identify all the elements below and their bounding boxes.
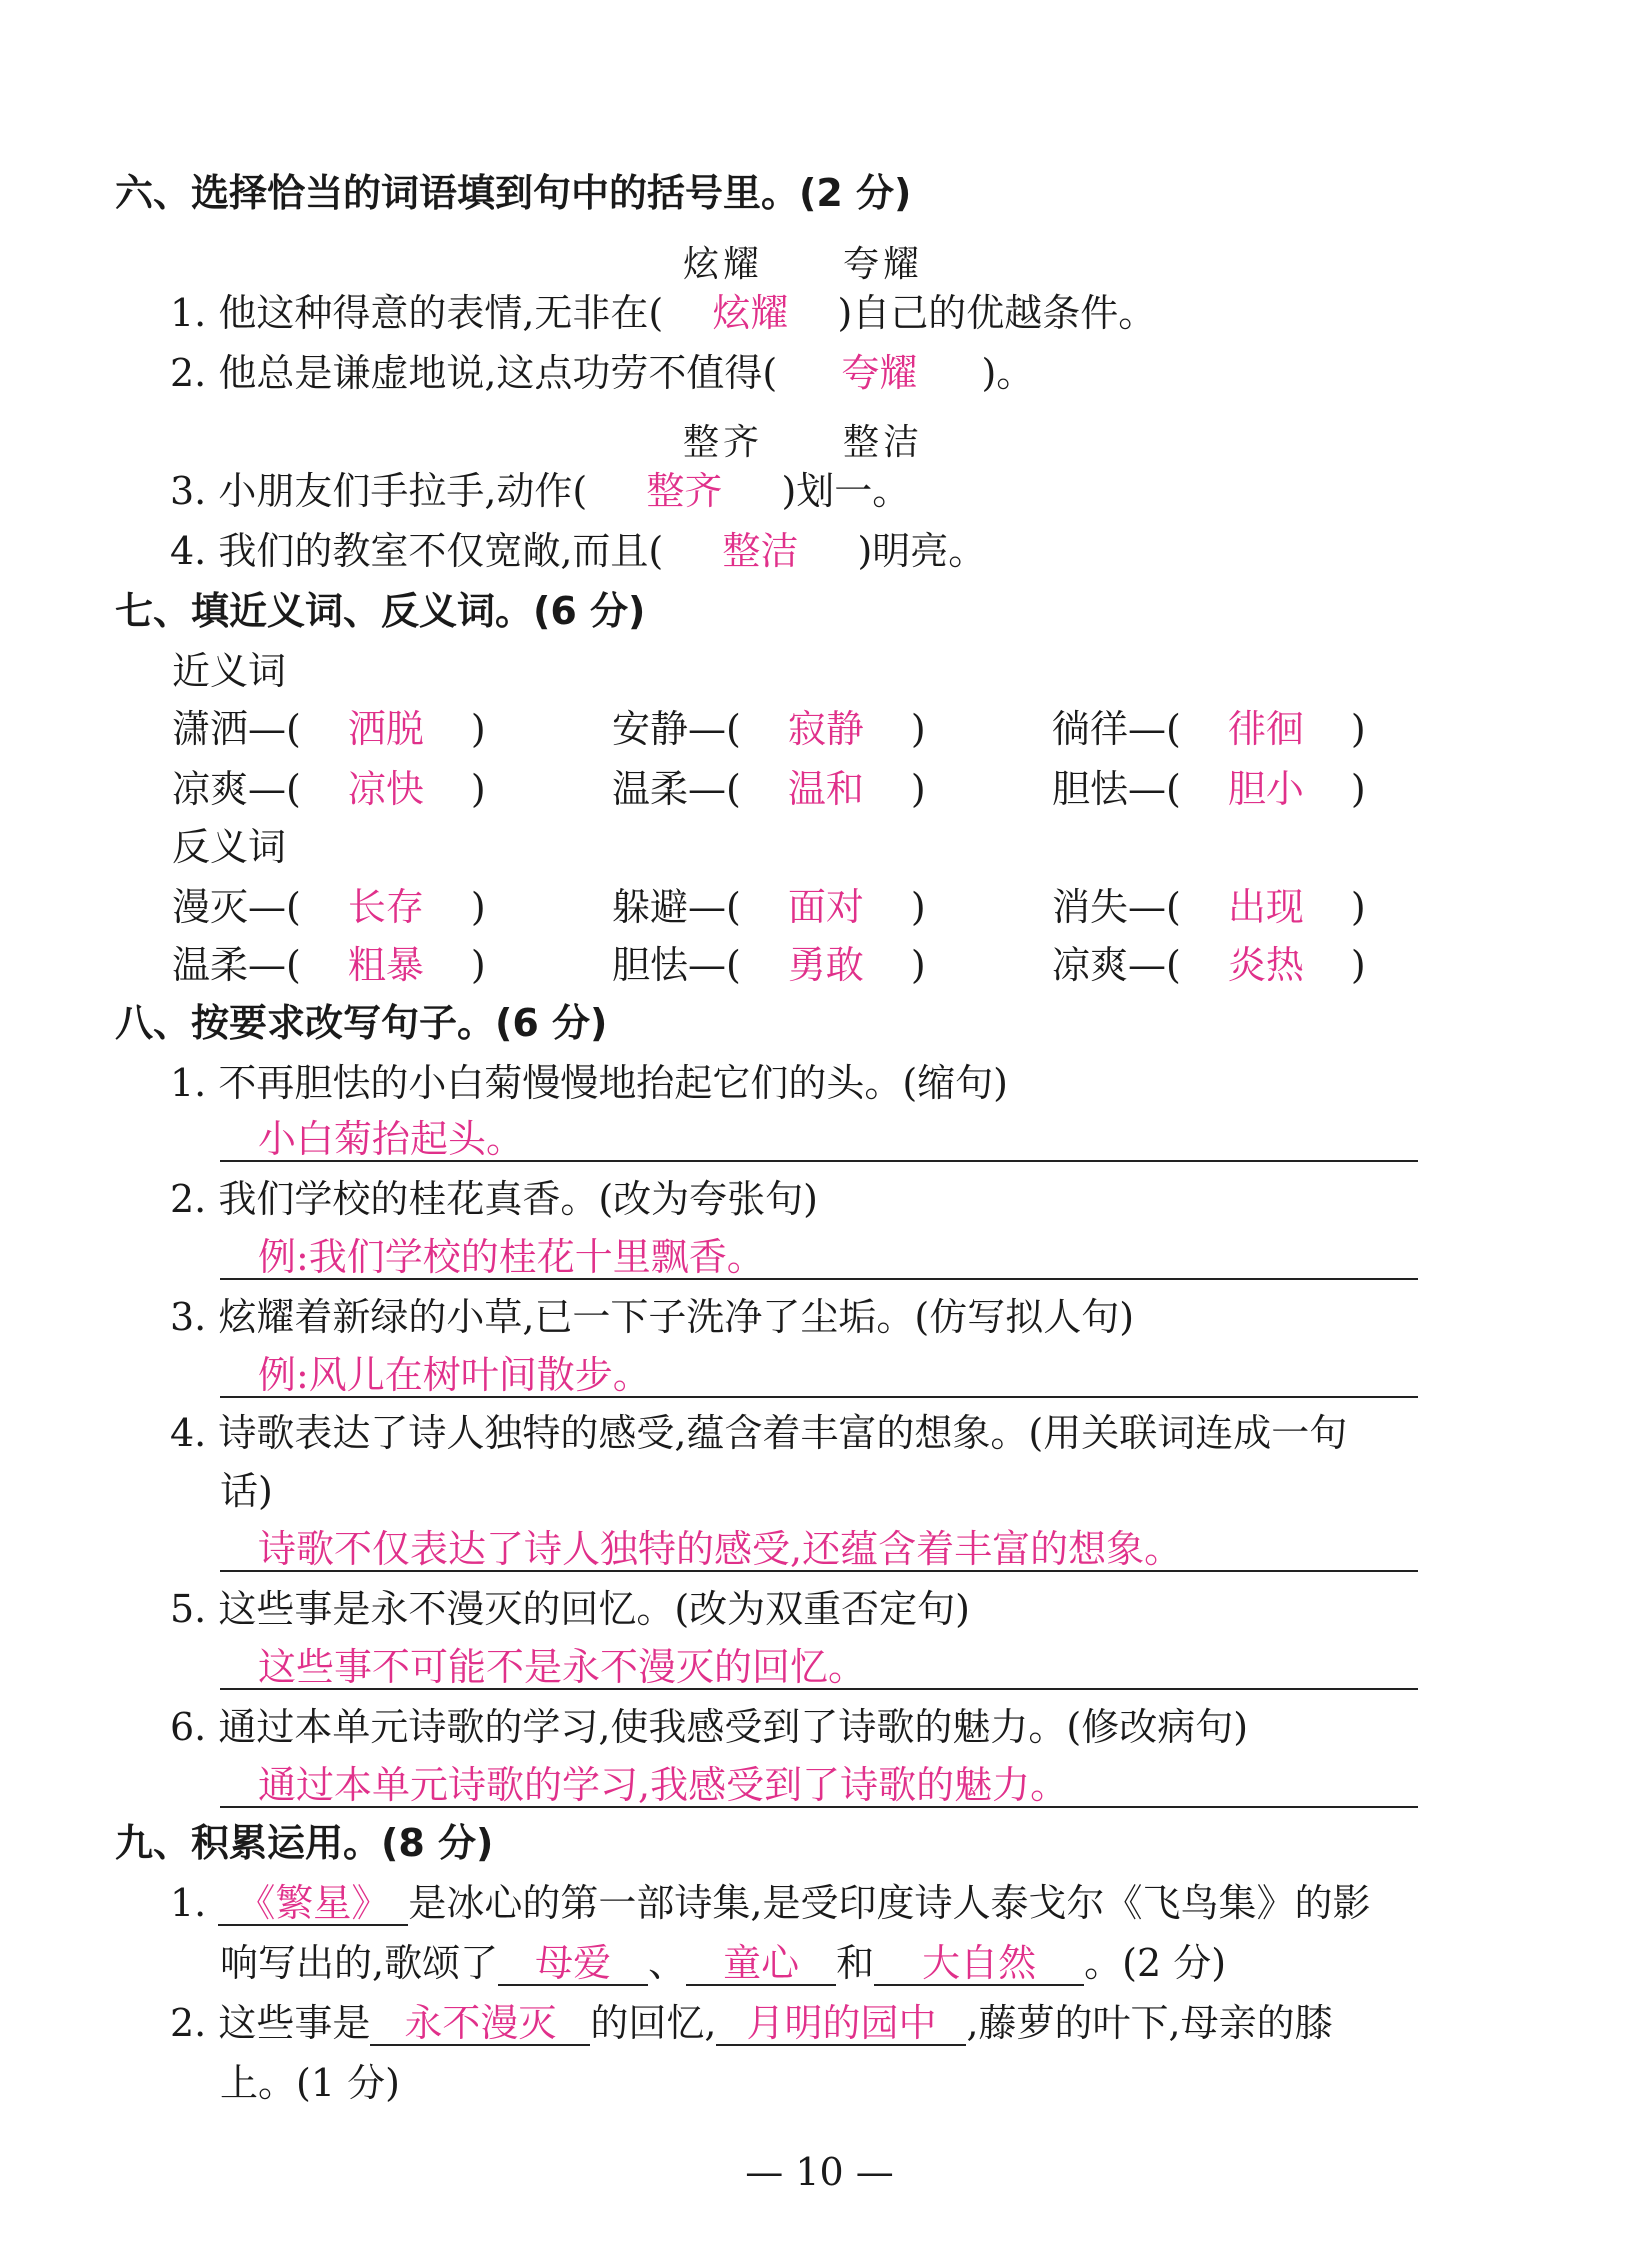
question-text: 4. 我们的教室不仅宽敞,而且( [170,529,664,573]
answer-8-6: 通过本单元诗歌的学习,我感受到了诗歌的魅力。 [258,1763,1069,1807]
answer-8-1: 小白菊抬起头。 [258,1117,525,1161]
question-8-1: 1. 不再胆怯的小白菊慢慢地抬起它们的头。(缩句) [170,1061,1008,1105]
synonym-item: 潇洒—( 洒脱 ) [172,707,486,751]
section-6-title: 六、选择恰当的词语填到句中的括号里。(2 分) [115,171,912,215]
question-8-4-cont: 话) [220,1469,273,1513]
section-7-title: 七、填近义词、反义词。(6 分) [115,589,646,633]
section-8-title: 八、按要求改写句子。(6 分) [115,1001,608,1045]
answer-underline [220,1806,1418,1808]
question-number: 1. [170,1881,207,1925]
answer: 夸耀 [841,351,918,395]
question-8-6: 6. 通过本单元诗歌的学习,使我感受到了诗歌的魅力。(修改病句) [170,1705,1249,1749]
antonym-item: 凉爽—( 炎热 ) [1052,943,1366,987]
question-6-3 [170,469,911,513]
question-6-2 [170,351,1035,395]
section-9-title: 九、积累运用。(8 分) [115,1821,494,1865]
antonym-item: 躲避—( 面对 ) [612,885,926,929]
antonym-label: 反义词 [172,825,287,869]
question-text: 的回忆, [590,2001,717,2045]
antonym-item: 消失—( 出现 ) [1052,885,1366,929]
question-number: 2. [170,2001,207,2045]
question-9-2 [170,2001,1333,2046]
synonym-item: 安静—( 寂静 ) [612,707,926,751]
synonym-item: 凉爽—( 凉快 ) [172,767,486,811]
question-text: )明亮。 [857,529,987,573]
question-text: 2. 他总是谦虚地说,这点功劳不值得( [170,351,778,395]
question-6-4 [170,529,987,573]
question-text: )。 [981,351,1035,395]
answer-8-3: 例:风儿在树叶间散步。 [258,1353,651,1397]
antonym-item: 胆怯—( 勇敢 ) [612,943,926,987]
answer-underline [220,1278,1418,1280]
question-text: 响写出的,歌颂了 [220,1941,499,1985]
question-8-2: 2. 我们学校的桂花真香。(改为夸张句) [170,1177,818,1221]
answer-8-2: 例:我们学校的桂花十里飘香。 [258,1235,765,1279]
question-9-1 [170,1881,1371,1926]
answer-underline [220,1396,1418,1398]
word-choices-1: 炫耀 夸耀 [683,244,924,285]
question-text: )划一。 [781,469,911,513]
antonym-item: 温柔—( 粗暴 ) [172,943,486,987]
question-text: 这些事是 [218,2001,371,2045]
answer-blank: 永不漫灭 [370,2004,590,2046]
answer-underline [220,1160,1418,1162]
question-text: 1. 他这种得意的表情,无非在( [170,291,664,335]
answer: 整齐 [646,469,723,513]
question-9-1-cont: 响写出的,歌颂了 母爱 、 童心 和 大自然 。(2 分) [220,1941,1227,1985]
synonym-label: 近义词 [172,649,287,693]
question-6-1 [170,291,1157,335]
answer-blank: 大自然 [874,1944,1084,1986]
answer-8-4: 诗歌不仅表达了诗人独特的感受,还蕴含着丰富的想象。 [258,1527,1183,1571]
synonym-item: 胆怯—( 胆小 ) [1052,767,1366,811]
answer-underline [220,1688,1418,1690]
question-text: 3. 小朋友们手拉手,动作( [170,469,588,513]
question-9-2-cont: 上。(1 分) [220,2061,400,2105]
answer-8-5: 这些事不可能不是永不漫灭的回忆。 [258,1645,867,1689]
synonym-item: 徜徉—( 徘徊 ) [1052,707,1366,751]
question-8-3: 3. 炫耀着新绿的小草,已一下子洗净了尘垢。(仿写拟人句) [170,1295,1135,1339]
answer-blank: 月明的园中 [716,2004,966,2046]
answer-underline [220,1570,1418,1572]
synonym-item: 温柔—( 温和 ) [612,767,926,811]
question-text: 是冰心的第一部诗集,是受印度诗人泰戈尔《飞鸟集》的影 [408,1881,1371,1925]
antonym-item: 漫灭—( 长存 ) [172,885,486,929]
word-choices-2: 整齐 整洁 [683,422,924,463]
question-8-5: 5. 这些事是永不漫灭的回忆。(改为双重否定句) [170,1587,970,1631]
answer-blank: 《繁星》 [218,1884,408,1926]
question-8-4: 4. 诗歌表达了诗人独特的感受,蕴含着丰富的想象。(用关联词连成一句 [170,1411,1348,1455]
question-text: ,藤萝的叶下,母亲的膝 [966,2001,1333,2045]
answer: 炫耀 [712,291,789,335]
answer-blank: 母爱 [498,1944,648,1986]
answer-blank: 童心 [686,1944,836,1986]
answer: 整洁 [722,529,799,573]
question-text: )自己的优越条件。 [837,291,1157,335]
page-number: — 10 — [745,2150,894,2194]
